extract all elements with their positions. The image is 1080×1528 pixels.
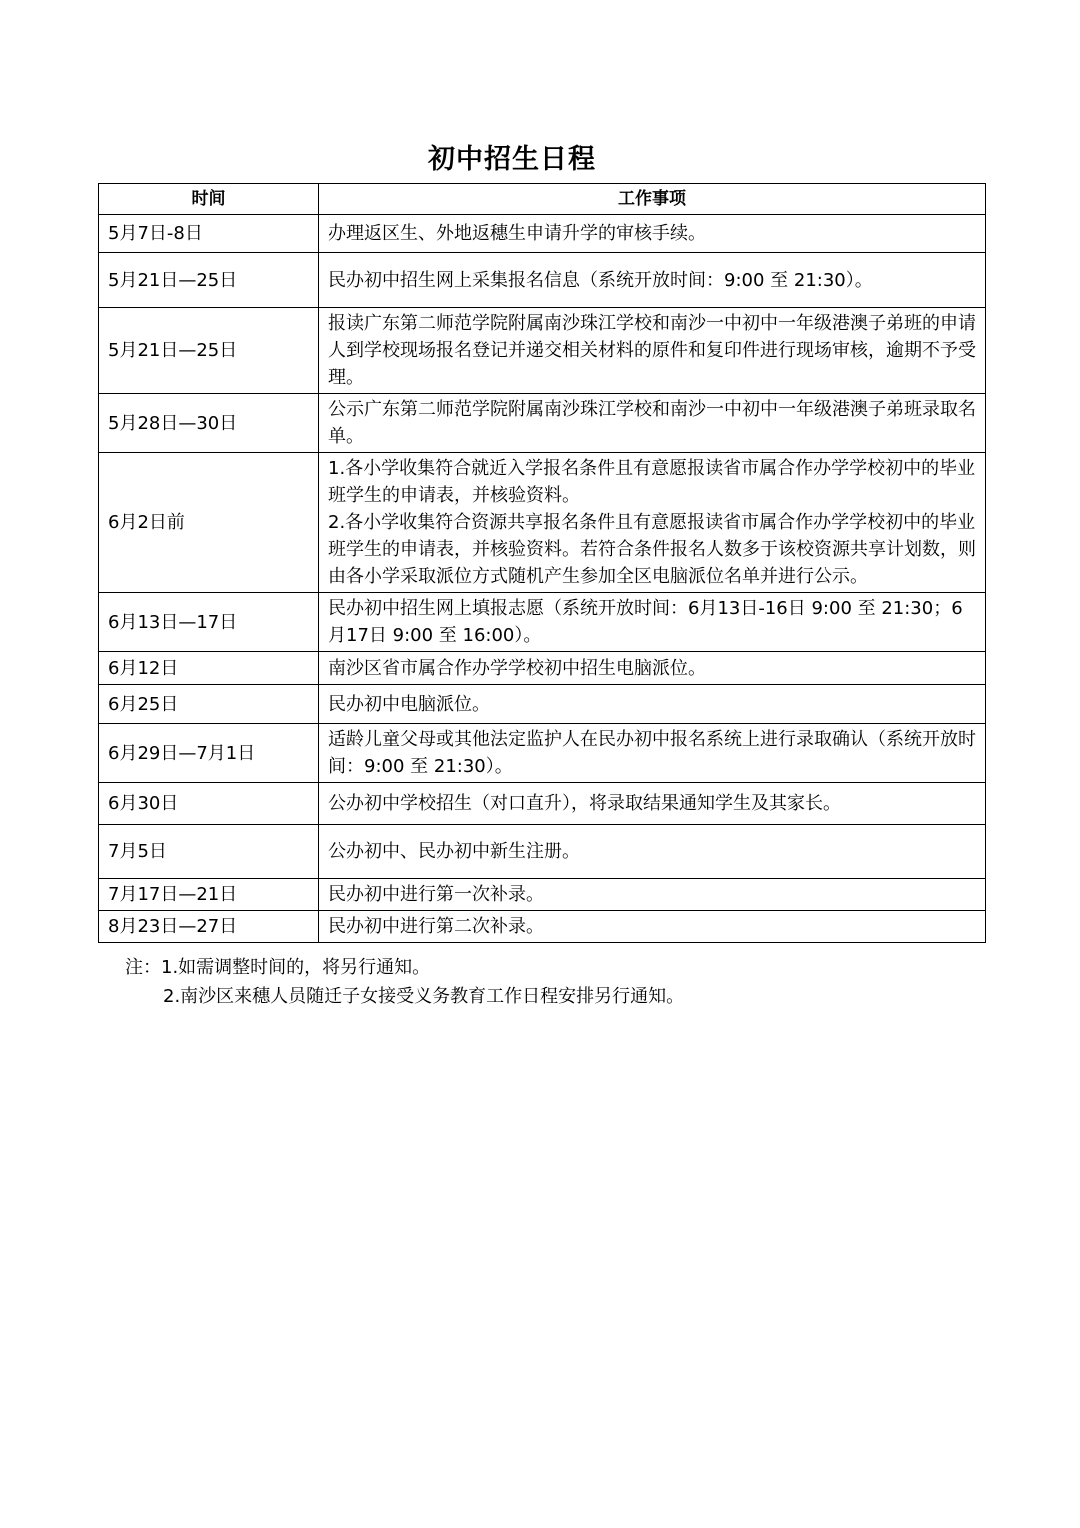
row-time: 7月5日: [99, 825, 319, 879]
table-row: [99, 215, 986, 253]
row-task: [319, 453, 986, 593]
table-row: [99, 911, 986, 943]
table-row: [99, 593, 986, 652]
page-title: 初中招生日程: [428, 144, 596, 175]
table-row: [99, 453, 986, 593]
table-header-row: [99, 184, 986, 215]
row-task: 民办初中招生网上采集报名信息（系统开放时间：9:00 至 21:30）。: [319, 253, 986, 308]
schedule-table: [98, 183, 986, 943]
table-row: [99, 879, 986, 911]
table-row: [99, 394, 986, 453]
task-item-1: 1.各小学收集符合就近入学报名条件且有意愿报读省市属合作办学学校初中的毕业班学生的申请表，并核验资料。: [328, 458, 976, 506]
row-time: 5月21日—25日: [99, 308, 319, 394]
row-time: 6月29日—7月1日: [99, 724, 319, 783]
table-row: [99, 825, 986, 879]
table-row: [99, 783, 986, 825]
table-row: [99, 724, 986, 783]
notes: [125, 953, 684, 1011]
row-task: 民办初中进行第二次补录。: [319, 911, 986, 943]
row-task: 办理返区生、外地返穗生申请升学的审核手续。: [319, 215, 986, 253]
row-task: 民办初中电脑派位。: [319, 685, 986, 724]
table-row: [99, 308, 986, 394]
table-row: [99, 253, 986, 308]
table-row: [99, 685, 986, 724]
row-task: 适龄儿童父母或其他法定监护人在民办初中报名系统上进行录取确认（系统开放时间：9:00 至 21:30）。: [319, 724, 986, 783]
header-task: 工作事项: [319, 184, 986, 215]
note-line-1: 注：1.如需调整时间的，将另行通知。: [125, 957, 431, 978]
row-task: 南沙区省市属合作办学学校初中招生电脑派位。: [319, 652, 986, 685]
row-task: 民办初中招生网上填报志愿（系统开放时间：6月13日-16日 9:00 至 21:30；6月17日 9:00 至 16:00）。: [319, 593, 986, 652]
task-item-2: 2.各小学收集符合资源共享报名条件且有意愿报读省市属合作办学学校初中的毕业班学生的申请表，并核验资料。若符合条件报名人数多于该校资源共享计划数，则由各小学采取派位方式随机产生参加全区电脑派位名单并进行公示。: [328, 512, 976, 587]
row-task: 公办初中、民办初中新生注册。: [319, 825, 986, 879]
row-time: 7月17日—21日: [99, 879, 319, 911]
row-time: 6月30日: [99, 783, 319, 825]
row-task: 报读广东第二师范学院附属南沙珠江学校和南沙一中初中一年级港澳子弟班的申请人到学校现场报名登记并递交相关材料的原件和复印件进行现场审核，逾期不予受理。: [319, 308, 986, 394]
table-row: [99, 652, 986, 685]
row-time: 6月25日: [99, 685, 319, 724]
row-time: 5月21日—25日: [99, 253, 319, 308]
row-task: 民办初中进行第一次补录。: [319, 879, 986, 911]
row-time: 6月2日前: [99, 453, 319, 593]
row-time: 5月7日-8日: [99, 215, 319, 253]
row-task: 公示广东第二师范学院附属南沙珠江学校和南沙一中初中一年级港澳子弟班录取名单。: [319, 394, 986, 453]
row-task: 公办初中学校招生（对口直升），将录取结果通知学生及其家长。: [319, 783, 986, 825]
row-time: 6月12日: [99, 652, 319, 685]
row-time: 6月13日—17日: [99, 593, 319, 652]
header-time: 时间: [99, 184, 319, 215]
row-time: 8月23日—27日: [99, 911, 319, 943]
note-line-2: 2.南沙区来穗人员随迁子女接受义务教育工作日程安排另行通知。: [163, 986, 685, 1007]
row-time: 5月28日—30日: [99, 394, 319, 453]
